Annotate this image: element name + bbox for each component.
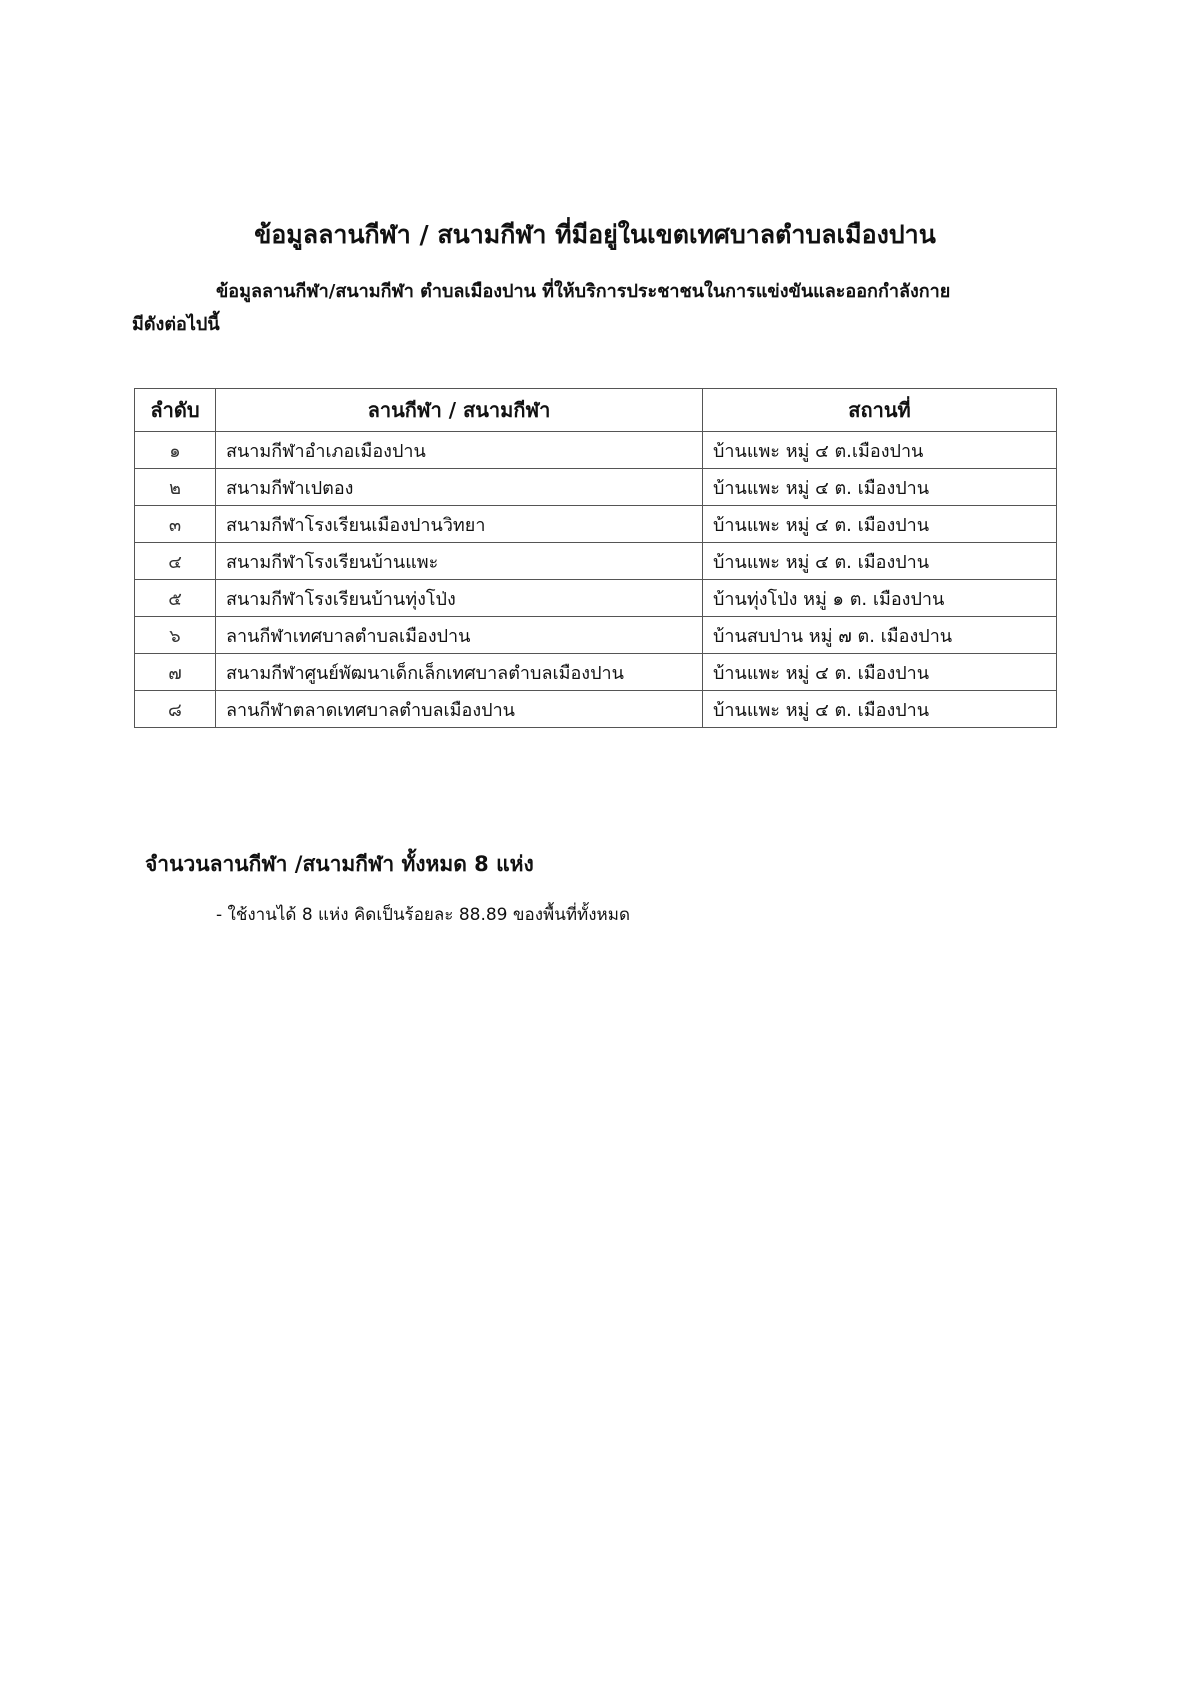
table-row <box>135 617 1057 654</box>
order-cell: ๖ <box>135 617 216 654</box>
order-cell: ๒ <box>135 469 216 506</box>
table-row <box>135 691 1057 728</box>
order-cell: ๓ <box>135 506 216 543</box>
table-row <box>135 543 1057 580</box>
header-venue: ลานกีฬา / สนามกีฬา <box>216 389 703 432</box>
intro-paragraph-line-1: ข้อมูลลานกีฬา/สนามกีฬา ตำบลเมืองปาน ที่ให้บริการประชาชนในการแข่งขันและออกกำลังกาย <box>216 281 951 302</box>
table-row <box>135 506 1057 543</box>
venue-cell: ลานกีฬาตลาดเทศบาลตำบลเมืองปาน <box>216 691 703 728</box>
order-cell: ๔ <box>135 543 216 580</box>
header-order: ลำดับ <box>135 389 216 432</box>
location-cell: บ้านทุ่งโป่ง หมู่ ๑ ต. เมืองปาน <box>703 580 1057 617</box>
location-cell: บ้านแพะ หมู่ ๔ ต. เมืองปาน <box>703 506 1057 543</box>
venue-cell: สนามกีฬาโรงเรียนบ้านทุ่งโป่ง <box>216 580 703 617</box>
location-cell: บ้านแพะ หมู่ ๔ ต. เมืองปาน <box>703 543 1057 580</box>
order-cell: ๘ <box>135 691 216 728</box>
order-cell: ๑ <box>135 432 216 469</box>
page-title: ข้อมูลลานกีฬา / สนามกีฬา ที่มีอยู่ในเขตเทศบาลตำบลเมืองปาน <box>254 220 936 249</box>
intro-paragraph-line-2: มีดังต่อไปนี้ <box>132 314 220 335</box>
venue-cell: สนามกีฬาโรงเรียนบ้านแพะ <box>216 543 703 580</box>
header-location: สถานที่ <box>703 389 1057 432</box>
summary-detail: - ใช้งานได้ 8 แห่ง คิดเป็นร้อยละ 88.89 ของพื้นที่ทั้งหมด <box>216 905 631 925</box>
location-cell: บ้านแพะ หมู่ ๔ ต. เมืองปาน <box>703 654 1057 691</box>
table-row <box>135 654 1057 691</box>
venue-cell: สนามกีฬาเปตอง <box>216 469 703 506</box>
location-cell: บ้านแพะ หมู่ ๔ ต. เมืองปาน <box>703 691 1057 728</box>
table-row <box>135 469 1057 506</box>
venue-cell: สนามกีฬาศูนย์พัฒนาเด็กเล็กเทศบาลตำบลเมืองปาน <box>216 654 703 691</box>
table-header-row <box>135 389 1057 432</box>
summary-heading: จำนวนลานกีฬา /สนามกีฬา ทั้งหมด 8 แห่ง <box>145 852 534 876</box>
venue-cell: สนามกีฬาอำเภอเมืองปาน <box>216 432 703 469</box>
order-cell: ๕ <box>135 580 216 617</box>
order-cell: ๗ <box>135 654 216 691</box>
table-row <box>135 432 1057 469</box>
venue-cell: ลานกีฬาเทศบาลตำบลเมืองปาน <box>216 617 703 654</box>
venue-cell: สนามกีฬาโรงเรียนเมืองปานวิทยา <box>216 506 703 543</box>
table-row <box>135 580 1057 617</box>
location-cell: บ้านสบปาน หมู่ ๗ ต. เมืองปาน <box>703 617 1057 654</box>
sports-venues-table <box>134 388 1057 728</box>
location-cell: บ้านแพะ หมู่ ๔ ต. เมืองปาน <box>703 469 1057 506</box>
location-cell: บ้านแพะ หมู่ ๔ ต.เมืองปาน <box>703 432 1057 469</box>
